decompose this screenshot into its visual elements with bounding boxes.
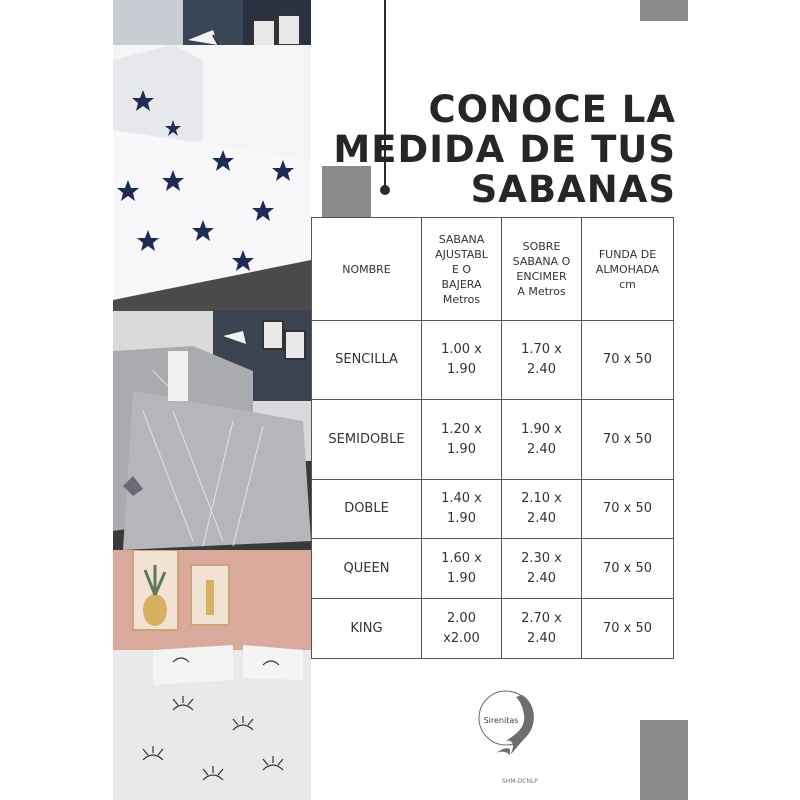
product-code: SHM-DCNLP [502,778,538,785]
funda-size: 70 x 50 [582,400,674,480]
page-title-line-1: CONOCE LA [428,88,676,131]
encimera-size: 2.10 x 2.40 [502,480,582,539]
size-table [311,217,674,659]
ajustable-size: 1.40 x 1.90 [422,480,502,539]
star-bedding-photo [113,0,311,311]
funda-size: 70 x 50 [582,480,674,539]
table-header-row [312,218,674,321]
encimera-size: 1.90 x 2.40 [502,400,582,480]
ajustable-size: 1.20 x 1.90 [422,400,502,480]
funda-size: 70 x 50 [582,321,674,400]
funda-size: 70 x 50 [582,599,674,659]
size-name: DOBLE [312,480,422,539]
encimera-size: 1.70 x 2.40 [502,321,582,400]
size-name: KING [312,599,422,659]
table-row [312,599,674,659]
encimera-size: 2.70 x 2.40 [502,599,582,659]
encimera-size: 2.30 x 2.40 [502,539,582,599]
table-row [312,480,674,539]
leaf-bedding-photo [113,550,311,800]
size-name: QUEEN [312,539,422,599]
size-name: SENCILLA [312,321,422,400]
size-name: SEMIDOBLE [312,400,422,480]
decorative-square-top [640,0,688,21]
table-row [312,539,674,599]
funda-size: 70 x 50 [582,539,674,599]
page-title-line-3: SABANAS [470,168,676,211]
table-row [312,321,674,400]
decorative-square-bottom [640,720,688,800]
header-sabana-ajustable: SABANA AJUSTABL E O BAJERA Metros [422,218,502,321]
header-sobre-sabana: SOBRE SABANA O ENCIMER A Metros [502,218,582,321]
page-title-line-2: MEDIDA DE TUS [333,128,676,171]
gray-bedding-photo [113,311,311,550]
header-funda-almohada: FUNDA DE ALMOHADA cm [582,218,674,321]
logo-text: Sirenitas [483,716,519,725]
ajustable-size: 1.00 x 1.90 [422,321,502,400]
table-row [312,400,674,480]
page-title [333,90,676,210]
ajustable-size: 1.60 x 1.90 [422,539,502,599]
ajustable-size: 2.00 x2.00 [422,599,502,659]
header-nombre: NOMBRE [312,218,422,321]
